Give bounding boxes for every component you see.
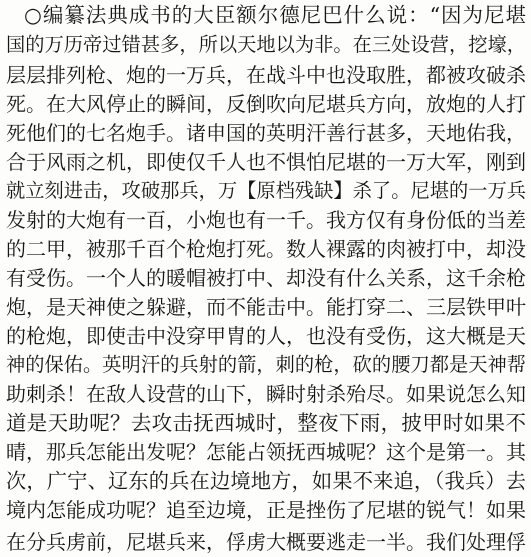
text-line-1: ○编纂法典成书的大臣额尔德尼巴什么说：“因为尼堪 <box>24 3 526 27</box>
text-line-18: 境内怎能成功呢？追至边境，正是挫伤了尼堪的锐气！如果 <box>6 498 526 522</box>
text-line-11: 炮，是天神使之躲避，而不能击中。能打穿二、三层铁甲叶 <box>6 295 526 319</box>
text-line-2: 国的万历帝过错甚多，所以天地以为非。在三处设营，挖壕， <box>6 33 526 56</box>
text-line-10: 有受伤。一个人的暖帽被打中、却没有什么关系，这千余枪 <box>6 266 526 290</box>
text-line-12: 的枪炮，即使击中没穿甲胄的人，也没有受伤，这大概是天 <box>6 324 526 348</box>
text-line-4: 死。在大风停止的瞬间，反倒吹向尼堪兵方向，放炮的人打 <box>6 92 526 116</box>
text-line-15: 道是天助呢？去攻击抚西城时，整夜下雨，披甲时如果不 <box>6 411 526 435</box>
text-line-3: 层层排列枪、炮的一万兵，在战斗中也没取胜，都被攻破杀 <box>6 63 526 87</box>
text-line-8: 发射的大炮有一百，小炮也有一千。我方仅有身份低的当差 <box>6 208 526 232</box>
text-line-9: 的二甲，被那千百个枪炮打死。数人裸露的肉被打中，却没 <box>6 237 526 261</box>
text-line-7: 就立刻进击，攻破那兵，万【原档残缺】杀了。尼堪的一万兵 <box>6 179 526 202</box>
text-line-19: 在分兵虏前，尼堪兵来，俘虏大概要逃走一半。我们处理俘 <box>6 530 526 554</box>
text-line-6: 合于风雨之机，即使仅千人也不惧怕尼堪的一万大军，刚到 <box>6 150 526 174</box>
text-line-17: 次，广宁、辽东的兵在边境地方，如果不来追，（我兵）去 <box>6 469 526 493</box>
text-line-5: 死他们的七名炮手。诸申国的英明汗善行甚多，天地佑我， <box>6 121 526 145</box>
text-line-13: 神的保佑。英明汗的兵射的箭，刺的枪，砍的腰刀都是天神帮 <box>6 353 526 376</box>
text-line-16: 晴，那兵怎能出发呢？怎能占领抚西城呢？这个是第一。其 <box>6 440 526 464</box>
text-line-14: 助刺杀！在敌人设营的山下，瞬时射杀殆尽。如果说怎么知 <box>6 382 526 406</box>
